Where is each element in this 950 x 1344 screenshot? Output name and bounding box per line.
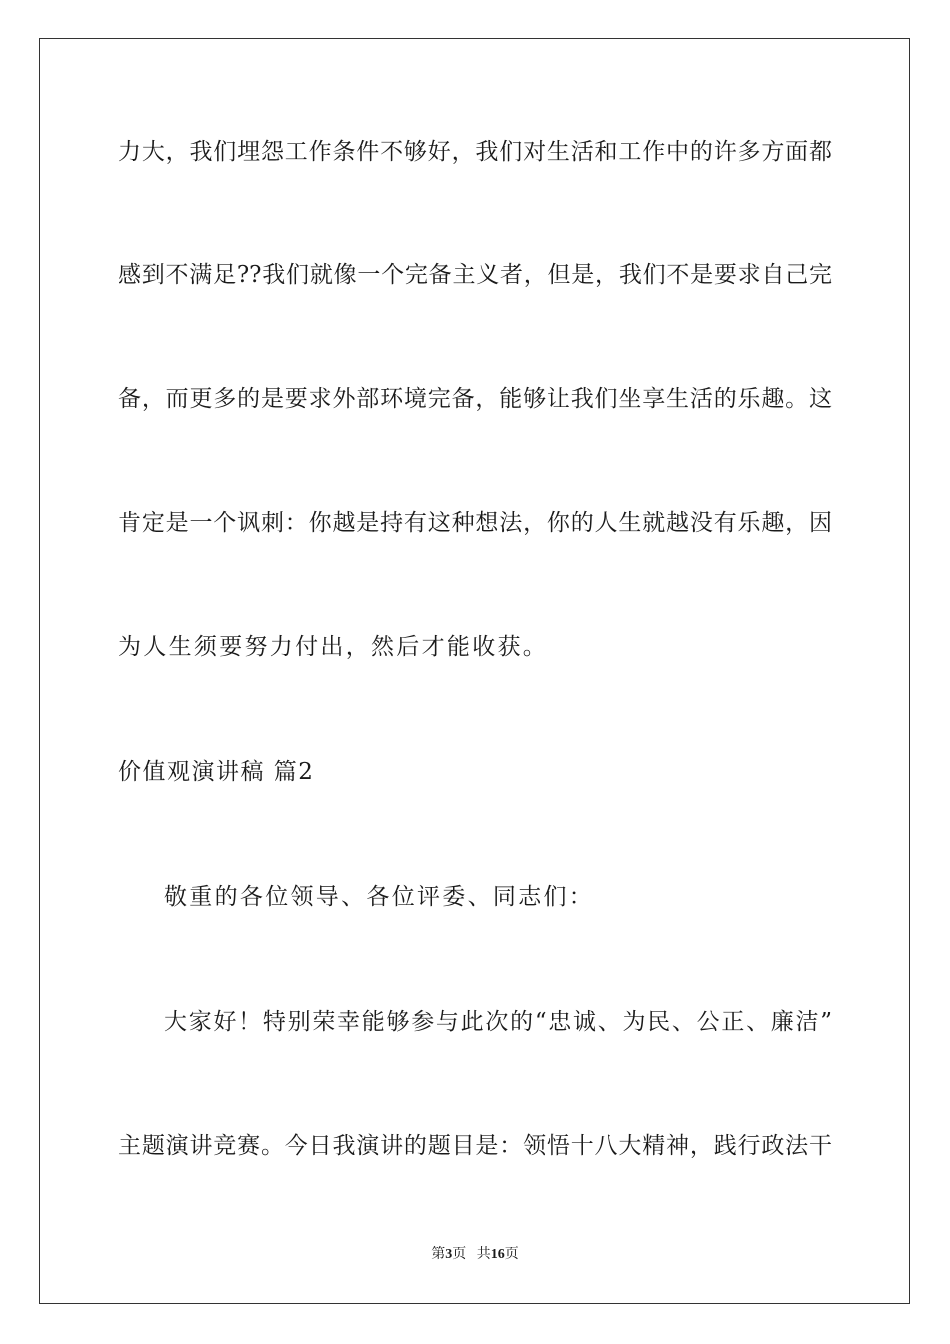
footer-page-suffix: 页 — [452, 1247, 467, 1262]
section-heading: 价值观演讲稿 篇2 — [118, 759, 315, 785]
body-line-7: 主题演讲竞赛。今日我演讲的题目是：领悟十八大精神，践行政法干 — [118, 1133, 832, 1159]
footer-page-number: 3 — [445, 1247, 453, 1262]
footer-total-pages: 16 — [490, 1247, 505, 1262]
body-line-4: 肯定是一个讽刺：你越是持有这种想法，你的人生就越没有乐趣，因 — [118, 510, 832, 536]
page-border — [39, 38, 910, 1304]
body-line-2: 感到不满足??我们就像一个完备主义者，但是，我们不是要求自己完 — [118, 262, 832, 288]
body-line-1: 力大，我们埋怨工作条件不够好，我们对生活和工作中的许多方面都 — [118, 139, 832, 165]
footer-total-suffix: 页 — [504, 1247, 519, 1262]
page-footer — [0, 1246, 950, 1264]
salutation-line: 敬重的各位领导、各位评委、同志们： — [164, 884, 595, 910]
body-line-6: 大家好！特别荣幸能够参与此次的“忠诚、为民、公正、廉洁” — [164, 1009, 832, 1035]
body-line-5: 为人生须要努力付出，然后才能收获。 — [118, 634, 549, 660]
footer-total-prefix: 共 — [476, 1247, 491, 1262]
body-line-3: 备，而更多的是要求外部环境完备，能够让我们坐享生活的乐趣。这 — [118, 386, 832, 412]
footer-page-prefix: 第 — [431, 1247, 446, 1262]
